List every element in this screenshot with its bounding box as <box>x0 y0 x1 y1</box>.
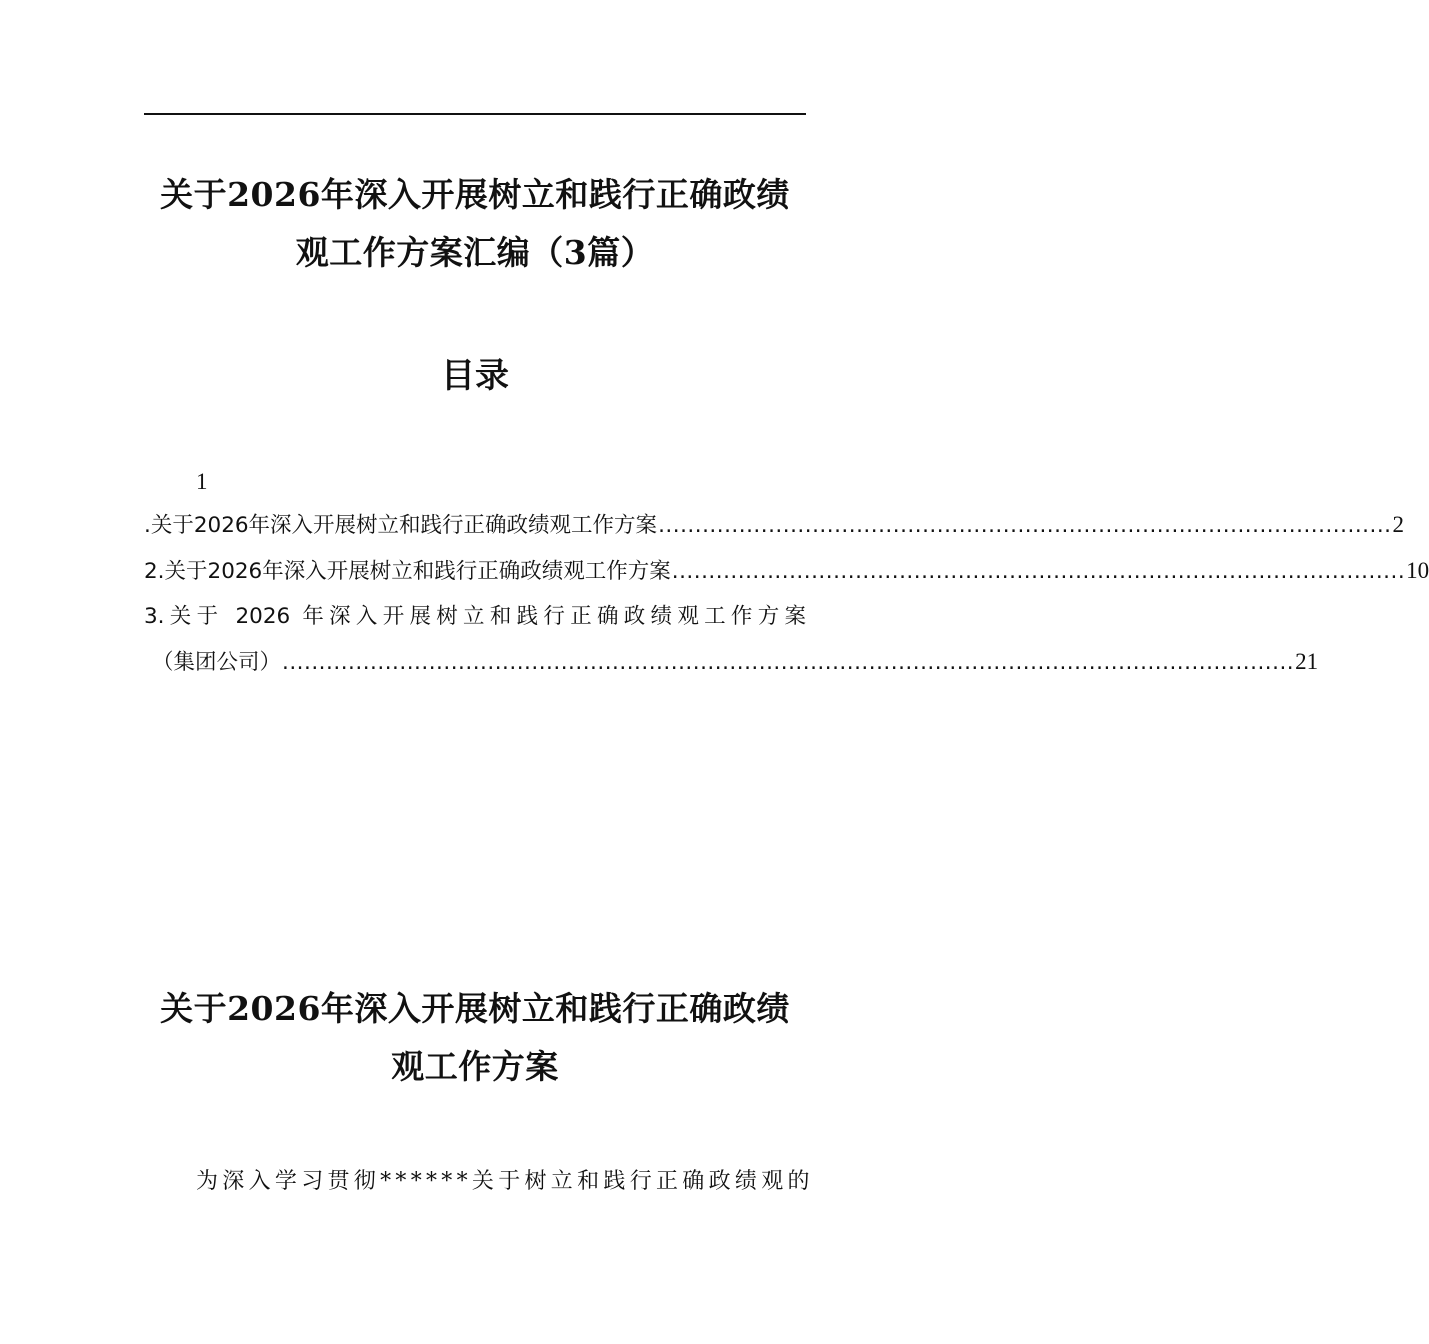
toc-entry-1-page: 2 <box>1392 512 1404 537</box>
toc-entry-2-text: 2.关于2026年深入开展树立和践行正确政绩观工作方案 <box>144 559 671 584</box>
table-of-contents <box>144 462 1429 685</box>
document-title-line-2: 观工作方案汇编（3篇） <box>295 233 655 272</box>
toc-entry-3-line-2[interactable] <box>144 639 1319 685</box>
section-1-title <box>144 980 806 1096</box>
section-1-title-line-1: 关于2026年深入开展树立和践行正确政绩 <box>160 989 790 1028</box>
toc-entry-3-text: （集团公司） <box>152 650 282 675</box>
document-title-line-1: 关于2026年深入开展树立和践行正确政绩 <box>160 175 790 214</box>
toc-entry-1[interactable] <box>144 502 1404 548</box>
header-rule <box>144 113 806 115</box>
toc-entry-2[interactable] <box>144 548 1429 594</box>
toc-leader-dots: .................................................................................................... <box>658 513 1392 538</box>
toc-entry-1-number: 1 <box>196 469 208 494</box>
section-1-paragraph: 为深入学习贯彻******关于树立和践行正确政绩观的 <box>196 1169 814 1194</box>
section-1-title-line-2: 观工作方案 <box>391 1047 559 1086</box>
toc-entry-3-page: 21 <box>1295 649 1319 674</box>
document-title <box>144 166 806 282</box>
toc-leader-dots: .................................................................................................... <box>671 559 1406 584</box>
toc-entry-3-line-1[interactable]: 3.关于 2026 年深入开展树立和践行正确政绩观工作方案 <box>144 604 806 629</box>
toc-heading: 目录 <box>441 356 509 396</box>
toc-entry-1-text: .关于2026年深入开展树立和践行正确政绩观工作方案 <box>144 513 658 538</box>
toc-entry-2-page: 10 <box>1406 558 1429 583</box>
toc-leader-dots: .......................................................................................................................................... <box>282 650 1295 675</box>
